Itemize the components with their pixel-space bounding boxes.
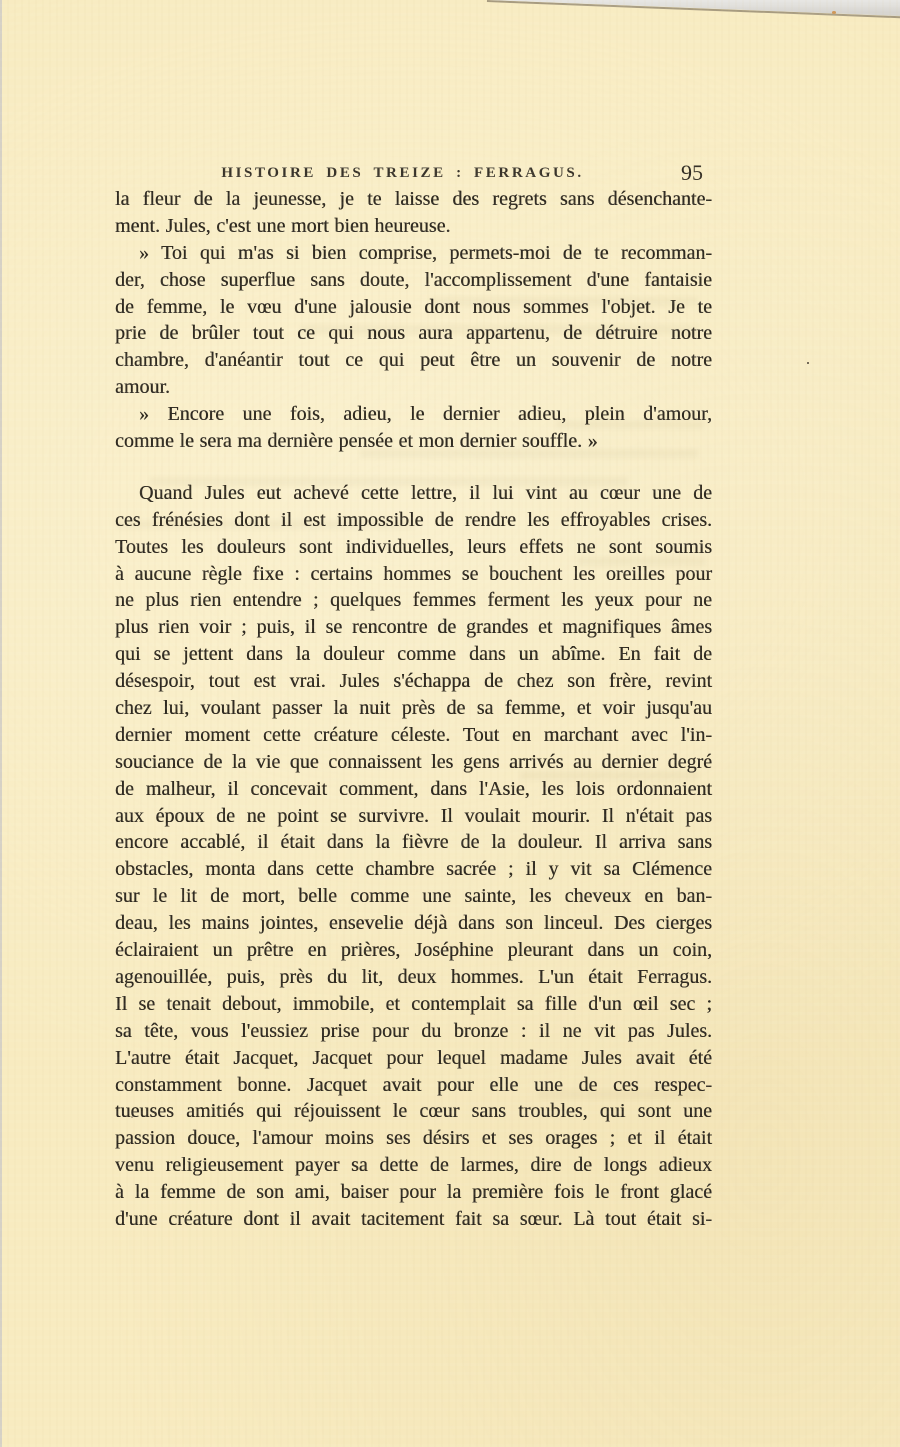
text-line: der, chose superflue sans doute, l'accomplissement d'une fantaisie xyxy=(115,268,712,291)
text-line: chez lui, voulant passer la nuit près de sa femme, et voir jusqu'au xyxy=(115,697,712,720)
text-line: la fleur de la jeunesse, je te laisse des regrets sans désenchante- xyxy=(115,188,712,210)
text-line: à la femme de son ami, baiser pour la première fois le front glacé xyxy=(115,1181,712,1204)
text-line: prie de brûler tout ce qui nous aura appartenu, de détruire notre xyxy=(115,322,712,345)
text-line: dernier moment cette créature céleste. Tout en marchant avec l'in- xyxy=(115,723,712,746)
text-line: de malheur, il concevait comment, dans l'Asie, les lois ordonnaient xyxy=(115,777,712,800)
scan-left-edge xyxy=(0,0,2,1447)
text-line: amour. xyxy=(115,376,170,399)
text-line: passion douce, l'amour moins ses désirs et ses orages ; et il était xyxy=(115,1127,712,1150)
text-line: Il se tenait debout, immobile, et contemplait sa fille d'un œil sec ; xyxy=(115,992,712,1015)
paragraph xyxy=(115,240,712,401)
text-line: ne plus rien entendre ; quelques femmes ferment les yeux pour ne xyxy=(115,589,712,612)
text-line: de femme, le vœu d'une jalousie dont nous sommes l'objet. Je te xyxy=(115,295,712,318)
text-line: aux époux de ne point se survivre. Il voulait mourir. Il n'était pas xyxy=(115,804,712,827)
text-line: souciance de la vie que connaissent les gens arrivés au dernier degré xyxy=(115,750,712,773)
text-line: ment. Jules, c'est une mort bien heureuse. xyxy=(115,214,451,237)
paragraph xyxy=(115,186,712,240)
text-line: L'autre était Jacquet, Jacquet pour lequel madame Jules avait été xyxy=(115,1046,712,1069)
text-line: plus rien voir ; puis, il se rencontre de grandes et magnifiques âmes xyxy=(115,616,712,639)
text-line: ces frénésies dont il est impossible de rendre les effroyables crises. xyxy=(115,508,712,531)
page-column xyxy=(115,0,712,1447)
text-line: venu religieusement payer sa dette de larmes, dire de longs adieux xyxy=(115,1154,712,1177)
text-line: sur le lit de mort, belle comme une sainte, les cheveux en ban- xyxy=(115,885,712,908)
text-line: sa tête, vous l'eussiez prise pour du bronze : il ne vit pas Jules. xyxy=(115,1019,712,1042)
text-line: tueuses amitiés qui réjouissent le cœur sans troubles, qui sont une xyxy=(115,1100,712,1123)
text-line: désespoir, tout est vrai. Jules s'échappa de chez son frère, revint xyxy=(115,670,712,693)
text-line: éclairaient un prêtre en prières, Joséphine pleurant dans un coin, xyxy=(115,939,712,962)
text-line: constamment bonne. Jacquet avait pour elle une de ces respec- xyxy=(115,1073,712,1096)
text-line: » Encore une fois, adieu, le dernier adieu, plein d'amour, xyxy=(139,403,712,426)
page-number: 95 xyxy=(681,160,703,185)
text-line: agenouillée, puis, près du lit, deux hommes. L'un était Ferragus. xyxy=(115,965,712,988)
paragraph xyxy=(115,401,712,455)
text-line: qui se jettent dans la douleur comme dans un abîme. En fait de xyxy=(115,643,712,666)
paragraph xyxy=(115,480,712,1233)
text-line: d'une créature dont il avait tacitement fait sa sœur. Là tout était si- xyxy=(115,1207,712,1230)
text-line: encore accablé, il était dans la fièvre de la douleur. Il arriva sans xyxy=(115,831,712,854)
text-line: chambre, d'anéantir tout ce qui peut être un souvenir de notre xyxy=(115,349,712,372)
text-line: obstacles, monta dans cette chambre sacrée ; il y vit sa Clémence xyxy=(115,858,712,881)
text-line: Toutes les douleurs sont individuelles, leurs effets ne sont soumis xyxy=(115,535,712,558)
body-text xyxy=(115,186,712,1233)
paper-speck xyxy=(807,362,809,364)
text-line: » Toi qui m'as si bien comprise, permets-moi de te recomman- xyxy=(139,241,712,264)
text-line: Quand Jules eut achevé cette lettre, il lui vint au cœur une de xyxy=(139,481,712,504)
paper-speck xyxy=(832,11,836,14)
text-line: comme le sera ma dernière pensée et mon dernier souffle. » xyxy=(115,430,598,453)
text-line: deau, les mains jointes, ensevelie déjà dans son linceul. Des cierges xyxy=(115,912,712,935)
text-line: à aucune règle fixe : certains hommes se bouchent les oreilles pour xyxy=(115,562,712,585)
running-header-title: HISTOIRE DES TREIZE : FERRAGUS. xyxy=(221,165,584,181)
